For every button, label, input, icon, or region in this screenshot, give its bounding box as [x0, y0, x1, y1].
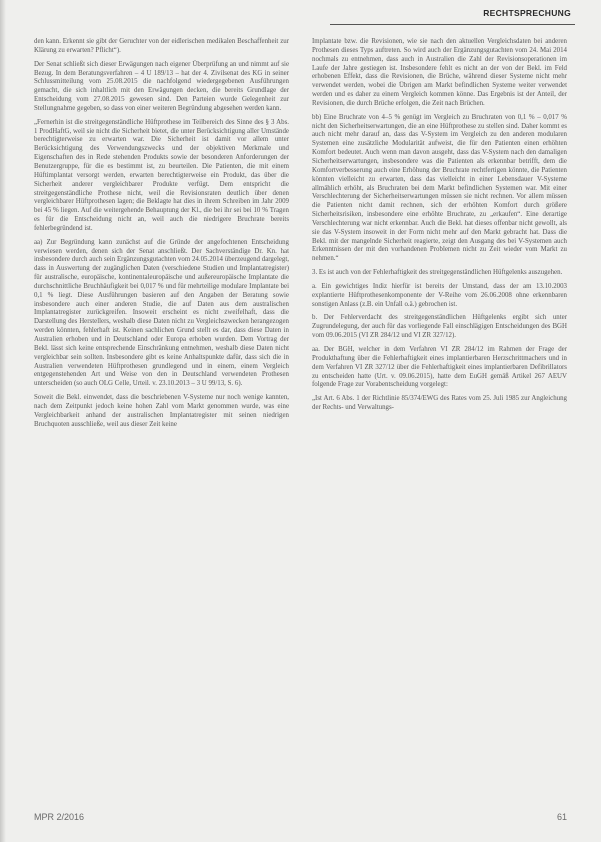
- section-label: RECHTSPRECHUNG: [483, 8, 571, 18]
- paragraph: Implantate bzw. die Revisionen, wie sie nach den aktuellen Vergleichsdaten bei anderen Prothesen dieses Typs auftreten. So wird auch der Ergänzungsgutachten vom 24. Mai 2014 nochmals zu entnehmen, dass auch in Australien die Zahl der Revisionsoperationen im Laufe der Jahre gestiegen ist. Insbesondere fehlt es nicht an der von der Bekl. im Feld erhobenen Effekt, dass die Revisionen, die Brüche, während dieser Systeme nicht mehr verwendet werden, wobei die Übrigen am Markt befindlichen Systeme weiter verwendet werden und es daher zu einem Vergleich kommen könne. Das Ergebnis ist der Anteil, der Revisionen, die durch Brüche erfolgen, die Zeit nach Brüchen.: [312, 38, 567, 107]
- paragraph: a. Ein gewichtiges Indiz hierfür ist bereits der Umstand, dass der am 13.10.2003 explantierte Hüftprothesenkomponente der V-Reihe vom 26.06.2008 ohne erkennbaren sonstigen Anlass (z.B. ein Unfall o.ä.) gebrochen ist.: [312, 282, 567, 308]
- paragraph: 3. Es ist auch von der Fehlerhaftigkeit des streitgegenständlichen Hüftgelenks auszugehen.: [312, 269, 563, 277]
- paragraph: „Fernerhin ist die streitgegenständliche Hüftprothese im Teilbereich des Sinne des § 3 Abs. 1 ProdHaftG, weil sie nicht die Sicherheit bietet, die unter Berücksichtigung aller Umstände berechtigterweise zu erwarten war. Die Sicherheit ist damit vor allem unter Berücksichtigung des Verwendungszwecks und der objektiven Merkmale und Eigenschaften des in Rede stehenden Produkts sowie der besonderen Anforderungen der Benutzergruppe, für die es bestimmt ist, zu beurteilen. Die Patienten, die mit einem Hüftimplantat versorgt werden, erwarten berechtigterweise ein Produkt, das über die Sicherheit anderer vergleichbarer Produkte verfügt. Dem entspricht die streitgegenständliche Prothese nicht, weil die Revisionsraten deutlich über denen vergleichbarer Hüftprothesen lagen; die Beklagte hat dies in ihrem Schreiben im Jahr 2009 bei 45 % liegen. Auf die weitergehende Behauptung der Kl., die bei ihr sei bei 10 % Tragen es für die Entscheidung nicht an, weil auch die niedrigere Bruchrate bereits fehlerbegründend ist.: [34, 118, 289, 232]
- header-rule: [330, 24, 575, 25]
- left-column: [34, 38, 289, 434]
- page-number: 61: [556, 812, 567, 822]
- journal-issue: MPR 2/2016: [34, 812, 85, 822]
- paragraph: b. Der Fehlerverdacht des streitgegenständlichen Hüftgelenks ergibt sich unter Zugrundelegung, der auch für das vorliegende Fall einschlägigen Entscheidungen des BGH vom 09.06.2015 (VI ZR 284/12 und VI ZR 327/12).: [312, 314, 567, 340]
- paragraph: den kann. Erkennt sie gibt der Geruchter von der eidlerischen medikalen Beschaffenheit zur Klärung zu erwarten? Pflicht“).: [34, 38, 289, 54]
- paragraph: aa. Der BGH, welcher in dem Verfahren VI ZR 284/12 im Rahmen der Frage der Produkthaftung über die Fehlerhaftigkeit eines implantierbaren Herzschrittmachers und in dem Verfahren VI ZR 327/12 über die Fehlerhaftigkeit eines implantierbaren Defibrillators zu entscheiden hatte (Urt. v. 09.06.2015), hatte dem EuGH gemäß Artikel 267 AEUV folgende Frage zur Vorabentscheidung vorgelegt:: [312, 346, 567, 389]
- page-binding-shadow: [0, 0, 6, 842]
- paragraph: „Ist Art. 6 Abs. 1 der Richtlinie 85/374/EWG des Rates vom 25. Juli 1985 zur Angleichung der Rechts- und Verwaltungs-: [312, 395, 567, 412]
- paragraph: Der Senat schließt sich dieser Erwägungen nach eigener Überprüfung an und nimmt auf sie Bezug. In dem Beratungsverfahren – 4 U 189/13 – hat der 4. Zivilsenat des KG in seiner Schlussmitteilung vom 25.08.2015 die nachfolgend wiedergegebenen Ausführungen gemacht, die sich inhaltlich mit den Erwägungen decken, die bereits Grundlage der Entscheidung vom 27.08.2015 gewesen sind. Den Parteien wurde Gelegenheit zur Stellungnahme gegeben, so dass von einer weiteren Begründung abgesehen werden kann.: [34, 60, 289, 112]
- right-column: [312, 38, 567, 418]
- paragraph: Soweit die Bekl. einwendet, dass die beschriebenen V-Systeme nur noch wenige kannten, nach dem Zeitpunkt jedoch keine hohen Zahl vom Markt genommen wurde, was eine Vergleichbarkeit anhand der australischen Implantatregister mit seinen niedrigen Bruchquoten ausschließe, weil aus dieser Zeit keine: [34, 394, 289, 428]
- paragraph: bb) Eine Bruchrate von 4–5 % genügt im Vergleich zu Bruchraten von 0,1 % – 0,017 % nicht den Sicherheitserwartungen, die an eine Hüftprothese zu stellen sind. Daher kommt es auch nicht mehr darauf an, dass das V-System im Vergleich zu den anderen modularen Systemen eine zusätzliche Modularität aufweist, die für den Patienten einen erhöhten Komfort bedeutet. Auch wenn man davon ausgeht, dass das V-System nach den damaligen Sicherheitserwartungen, insbesondere was die Patienten als erkennbar betrifft, dem die Komfortverbesserung auch eine Erhöhung der Bruchrate rechtfertigen könnte, die Patienten könnten vielleicht zu erwarten, dass das vielleicht in einer Lebensdauer V-Systeme allmählich erhöht, als Bruchraten bei dem Markt befindlichen Systemen war. Mit einer Verschlechterung der Sicherheitserwartungen müssen sie nicht rechnen. Vor allem müssen die Patienten nicht damit rechnen, sich der erhöhten Komfort durch größere Sicherheitsrisiken, insbesondere eine erhöhte Bruchrate, zu „erkaufen“. Eine derartige Verschlechterung war nicht erkennbar. Auch die Bekl. hat dieses offenbar nicht gewollt, als sie das V-System insoweit in der Form nicht mehr auf den Markt gebracht hat. Dass die Bekl. mit der mangelnde Sicherheit reagierte, zeigt den Ausgang des bei V-Systemen auch Erkenntnissen der mit den vorhandenen Problemen nicht zu Zeit wieder vom Markt zu nehmen.“: [312, 113, 567, 263]
- paragraph: aa) Zur Begründung kann zunächst auf die Gründe der angefochtenen Entscheidung verwiesen werden, denen sich der Senat anschließt. Der Sachverständige Dr. Kn. hat insbesondere durch auch sein Ergänzungsgutachten vom 24.05.2014 überzeugend dargelegt, dass in Auswertung der zugänglichen Daten (verschiedene Studien und Implantatregister) für australische, europäische, kontinentaleuropäische und außereuropäische Implantate die durchschnittliche Bruchhäufigkeit bei 0,017 % und für mehrteilige modulare Implantate bei 0,1 % liegt. Diese Ausführungen basieren auf den Angaben der Beratung sowie insbesondere auch einer anderen Studie, die auf Daten aus dem australischen Implantatregister zurückgreifen. Insoweit erscheint es nicht zweifelhaft, dass die Darstellung des Herstellers, weshalb diese Daten nicht zu Vergleichszwecken herangezogen werden könnten, fehlerhaft ist. Keinen sachlichen Grund stellt es dar, dass diese Daten in Australien erhoben und in Deutschland oder Europa erhoben wurden. Dem Vortrag der Bekl. lässt sich keine entsprechende Einschränkung entnehmen, weshalb diese Daten nicht vergleichbar sein sollten. Insbesondere gibt es keine Anhaltspunkte dafür, dass sich die in Australien verwendeten Hüftprothesen grundlegend und in einem, einem Vergleich entgegenstehenden Art und Weise von den in Deutschland verwendeten Prothesen unterscheiden (so auch OLG Celle, Urteil. v. 23.10.2013 – 3 U 99/13, S. 6).: [34, 238, 289, 388]
